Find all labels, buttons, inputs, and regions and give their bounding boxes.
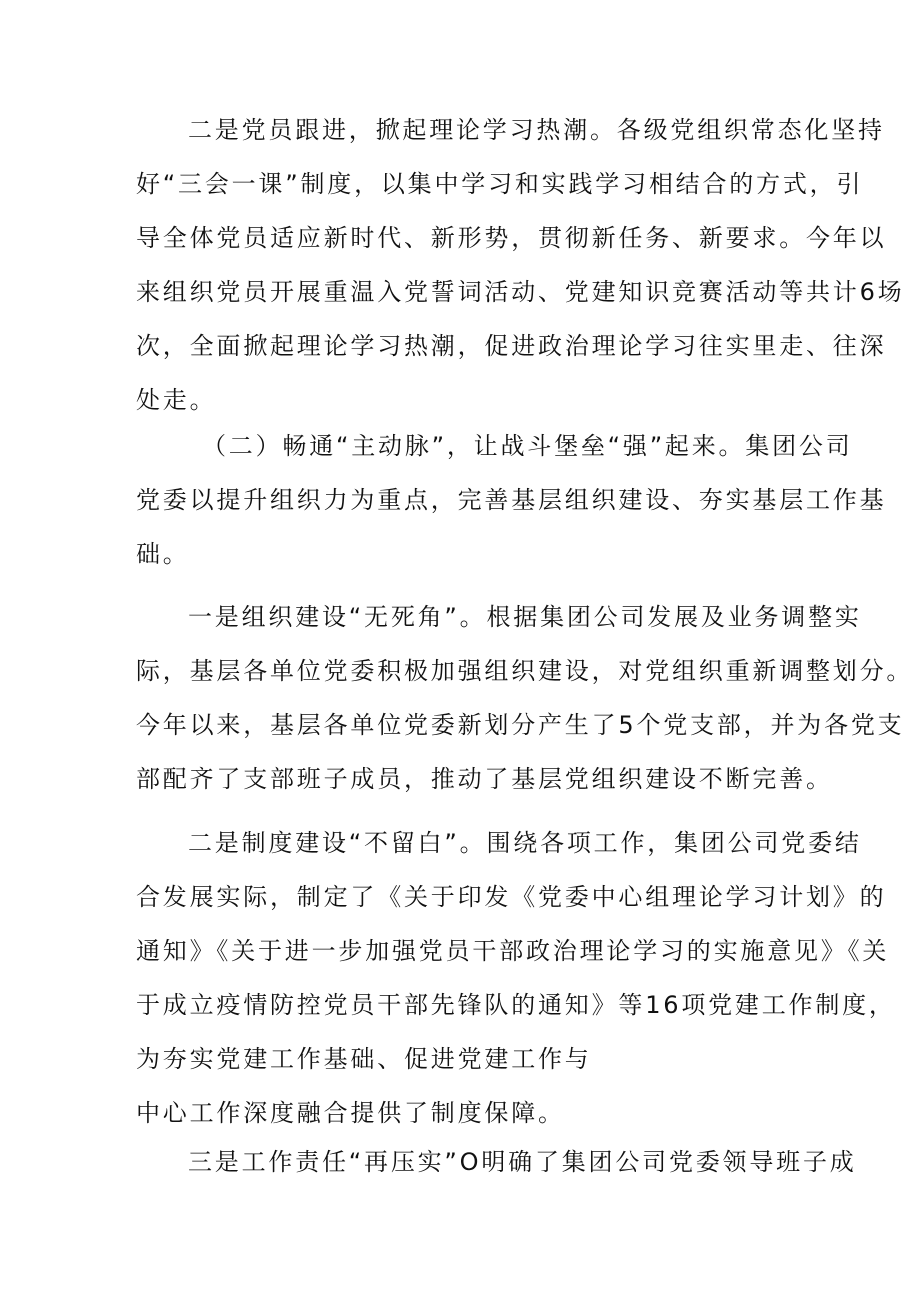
paragraph-organization-building (136, 590, 913, 806)
text-line: 部配齐了支部班子成员，推动了基层党组织建设不断完善。 (136, 765, 833, 793)
text-line: 导全体党员适应新时代、新形势，贯彻新任务、新要求。今年以 (136, 224, 887, 252)
text-line: 中心工作深度融合提供了制度保障。 (136, 1099, 565, 1127)
text-line: 次，全面掀起理论学习热潮，促进政治理论学习往实里走、往深 (136, 332, 887, 360)
text-line: 好“三会一课”制度，以集中学习和实践学习相结合的方式，引 (136, 170, 864, 198)
text-line: 础。 (136, 540, 190, 568)
text-line: 党委以提升组织力为重点，完善基层组织建设、夯实基层工作基 (136, 486, 887, 514)
section-heading-line: （二）畅通“主动脉”，让战斗堡垒“强”起来。集团公司 (202, 432, 853, 460)
text-line: 通知》《关于进一步加强党员干部政治理论学习的实施意见》《关 (136, 937, 890, 965)
text-line: 二是制度建设“不留白”。围绕各项工作，集团公司党委结 (188, 829, 862, 857)
paragraph-section-heading-two (136, 419, 886, 581)
text-line: 际，基层各单位党委积极加强组织建设，对党组织重新调整划分。 (136, 657, 914, 685)
paragraph-continuation (136, 1086, 565, 1140)
text-line: 为夯实党建工作基础、促进党建工作与 (136, 1045, 592, 1073)
text-line: 来组织党员开展重温入党誓词活动、党建知识竞赛活动等共计6场 (136, 278, 905, 306)
text-line: 三是工作责任“再压实”O明确了集团公司党委领导班子成 (188, 1148, 857, 1176)
paragraph-party-member-study (136, 103, 904, 427)
text-line: 合发展实际，制定了《关于印发《党委中心组理论学习计划》的 (136, 883, 887, 911)
paragraph-responsibility (136, 1135, 857, 1189)
text-line: 一是组织建设“无死角”。根据集团公司发展及业务调整实 (188, 603, 862, 631)
text-line: 于成立疫情防控党员干部先锋队的通知》等16项党建工作制度， (136, 991, 896, 1019)
text-line: 今年以来，基层各单位党委新划分产生了5个党支部，并为各党支 (136, 711, 905, 739)
text-line: 二是党员跟进，掀起理论学习热潮。各级党组织常态化坚持 (188, 116, 885, 144)
paragraph-system-building (136, 816, 896, 1086)
text-line: 处走。 (136, 386, 217, 414)
